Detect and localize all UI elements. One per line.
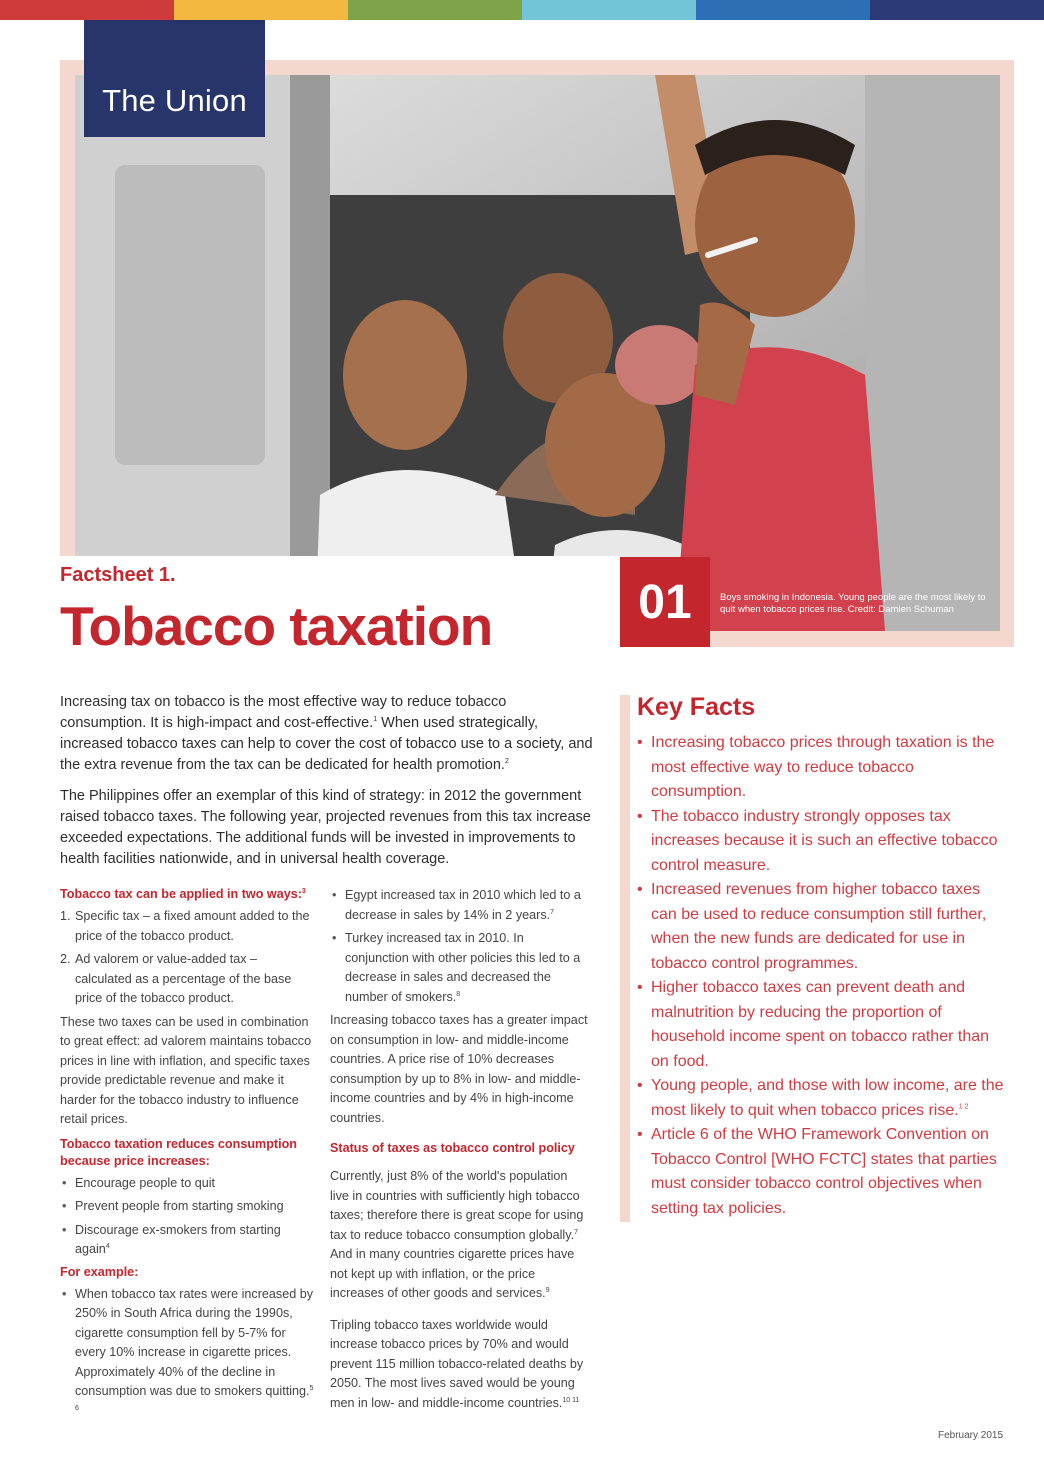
footnote-ref: 1 [373,716,378,724]
list-text: When tobacco tax rates were increased by 250% in South Africa during the 1990s, cigarette consumption fell by 5-7% for every 10% increase in cigarette prices. Approximately 40% of the decline in consumption was due to smokers quitting. [75,1286,314,1398]
heading-reduces-consumption: Tobacco taxation reduces consumption because price increases: [60,1136,297,1168]
key-fact-item: • The tobacco industry strongly opposes tax increases because it is such an effective tobacco control measure. [637,805,1007,879]
footnote-ref: 1 2 [958,1103,969,1111]
key-facts-list [637,731,1007,1221]
list-item: • Prevent people from starting smoking [60,1197,315,1217]
column-middle [330,886,588,1419]
paragraph-text: Currently, just 8% of the world's population live in countries with sufficiently high tobacco taxes; therefore there is great scope for using tax to reduce tobacco consumption globally. [330,1169,584,1242]
footnote-ref: 8 [456,990,461,998]
tripling-paragraph [330,1316,588,1414]
heading-tax-ways [60,886,315,903]
paragraph-text: Tripling tobacco taxes worldwide would increase tobacco prices by 70% and would prevent 115 million tobacco-related deaths by 2050. The most lives saved would be young men in low- and middle-income countries. [330,1317,584,1410]
list-text: Egypt increased tax in 2010 which led to a decrease in sales by 14% in 2 years. [345,888,581,922]
factsheet-number-badge [620,557,710,647]
stripe-navy [870,0,1044,20]
heading-for-example: For example: [60,1264,139,1279]
key-facts-title: Key Facts [637,693,756,721]
reasons-list [60,1174,315,1260]
intro-p1-text: Increasing tax on tobacco is the most effective way to reduce tobacco consumption. It is high-impact and cost-effective. [60,694,507,731]
footnote-ref: 10 11 [562,1396,580,1404]
list-item [330,929,588,1007]
list-item [60,1221,315,1260]
list-text: Discourage ex-smokers from starting again [75,1222,281,1256]
impact-paragraph: Increasing tobacco taxes has a greater impact on consumption in low- and middle-income countries. A price rise of 10% decreases consumption by up to 8% in low- and middle-income countries and by 4% in high-income countries. [330,1013,588,1125]
key-fact-item [637,1074,1007,1123]
stripe-green [348,0,522,20]
list-item: • Encourage people to quit [60,1174,315,1194]
heading-text: Tobacco tax can be applied in two ways: [60,887,302,901]
footnote-ref: 2 [504,758,509,766]
key-facts-accent-bar [620,695,630,1222]
publication-date: February 2015 [938,1430,1004,1441]
intro-p1b-text: When used strategically, increased tobacco taxes can help to cover the cost of tobacco use to a society, and the extra revenue from the tax can be dedicated for health promotion. [60,715,593,773]
key-fact-item: • Article 6 of the WHO Framework Convention on Tobacco Control [WHO FCTC] states that parties must consider tobacco control objectives when setting tax policies. [637,1123,1007,1221]
footnote-ref: 5 6 [75,1384,314,1412]
list-item [60,907,315,946]
footnote-ref: 7 [550,908,555,916]
list-text: Turkey increased tax in 2010. In conjunction with other policies this led to a decrease in sales and decreased the number of smokers. [345,931,581,1004]
stripe-blue [696,0,870,20]
intro-paragraph-2: The Philippines offer an exemplar of this kind of strategy: in 2012 the government raised tobacco taxes. The following year, projected revenues from this tax increase exceeded expectations. The additional funds will be invested in improvements to health facilities nationwide, and in universal health coverage. [60,788,591,867]
logo-text: The Union [102,83,247,118]
factsheet-label: Factsheet 1. [60,564,176,586]
country-examples-list [330,886,588,1007]
key-fact-item: • Increasing tobacco prices through taxation is the most effective way to reduce tobacco consumption. [637,731,1007,805]
top-color-stripe [0,0,1044,20]
heading-status-of-taxes: Status of taxes as tobacco control policy [330,1141,575,1155]
key-facts-panel [637,693,1007,1221]
stripe-red [0,0,174,20]
stripe-cyan [522,0,696,20]
union-logo [84,20,265,137]
list-item [60,950,315,1009]
list-item [330,886,588,925]
list-text: Specific tax – a fixed amount added to the price of the tobacco product. [75,909,310,943]
combination-paragraph: These two taxes can be used in combination to great effect: ad valorem maintains tobacco prices in line with inflation, and specific taxes provide predictable revenue and make it harder for the tobacco industry to influence retail prices. [60,1014,312,1126]
list-text: Ad valorem or value-added tax – calculated as a percentage of the base price of the tobacco product. [75,952,292,1005]
key-fact-text: Young people, and those with low income, are the most likely to quit when tobacco prices rise. [651,1077,1004,1119]
list-number: 1. [60,909,71,923]
key-fact-item: • Higher tobacco taxes can prevent death and malnutrition by reducing the proportion of household income spent on tobacco rather than on food. [637,976,1007,1074]
cover-photo [75,75,1000,631]
list-number: 2. [60,952,71,966]
intro-paragraph-1 [60,692,595,776]
column-left [60,886,315,1425]
page-title: Tobacco taxation [60,595,493,657]
factsheet-number: 01 [638,575,692,629]
stripe-yellow [174,0,348,20]
example-list [60,1285,315,1422]
cover-photo-illustration [75,75,1000,631]
list-item [60,1285,315,1422]
paragraph-text: And in many countries cigarette prices have not kept up with inflation, or the price increases of other goods and services. [330,1247,575,1300]
photo-caption: Boys smoking in Indonesia. Young people are the most likely to quit when tobacco prices rise. Credit: Damien Schuman [720,592,986,615]
intro-text [60,692,595,880]
status-paragraph [330,1167,588,1304]
footnote-ref: 3 [301,887,306,895]
footnote-ref: 4 [105,1242,110,1250]
tax-ways-list [60,907,315,1009]
key-fact-item: • Increased revenues from higher tobacco taxes can be used to reduce consumption still further, when the new funds are dedicated for use in tobacco control programmes. [637,878,1007,976]
footnote-ref: 9 [545,1286,550,1294]
footnote-ref: 7 [574,1228,578,1236]
